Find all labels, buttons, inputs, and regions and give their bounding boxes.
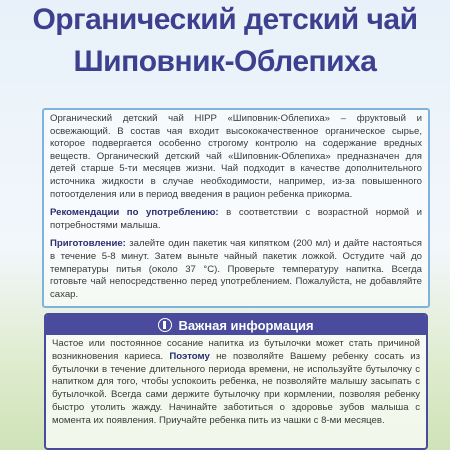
preparation-label: Приготовление: <box>50 238 126 250</box>
description-paragraph: Органический детский чай HIPP «Шиповник-Облепиха» – фруктовый и освежающий. В состав чая входит высококачественное органическое сырье, которое подвергается особенно строгому контролю на содержание вредных веществ. Органический детский чай «Шиповник-Облепиха» предназначен для детей старше 5-ти месяцев жизни. Чай подходит в качестве дополнительного источника жидкости в случае необходимости, например, из-за повышенного потоотделения или в период введения в рацион ребенка прикорма. <box>50 113 422 200</box>
warning-text-bold: Поэтому <box>169 350 210 362</box>
usage-text: в соответствии с возрастной нормой и потребностями малыша. <box>50 207 422 231</box>
usage-label: Рекомендации по употреблению: <box>50 207 219 219</box>
preparation-text: залейте один пакетик чая кипятком (200 мл) и дайте настояться в течение 5-8 минут. Затем выньте чайный пакетик ложкой. Остудите чай до температуры питья (около 37 °С). Проверьте температуру напитка. Всегда готовьте чай непосредственно перед употреблением. Пожалуйста, не добавляйте сахар. <box>50 238 422 300</box>
title-line-1: Органический детский чай <box>32 3 418 36</box>
warning-text-a: Частое или постоянное сосание напитка из бутылочки может стать причиной возникновения кариеса. <box>52 338 420 362</box>
product-title <box>0 2 450 80</box>
description-box <box>42 108 430 308</box>
usage-paragraph <box>50 207 422 232</box>
important-info-text <box>46 335 426 431</box>
important-info-box <box>44 313 428 450</box>
preparation-paragraph <box>50 238 422 301</box>
warning-text-b: не позволяйте Вашему ребенку сосать из бутылочки в течение длительного периода времени, не используйте бутылочку с напитком для того, чтобы успокоить ребенка, не позволяйте малышу засыпать с бутылочкой. Всегда сами держите бутылочку при кормлении, позволяя ребенку быстро утолить жажду. Начинайте заботиться о здоровье зубов малыша с момента их появления. Приучайте ребенка пить из чашки с 8-ми месяцев. <box>52 350 420 426</box>
important-info-title: Важная информация <box>178 317 314 333</box>
title-line-2: Шиповник-Облепиха <box>73 45 377 78</box>
important-info-header <box>46 315 426 335</box>
info-icon <box>158 318 172 332</box>
